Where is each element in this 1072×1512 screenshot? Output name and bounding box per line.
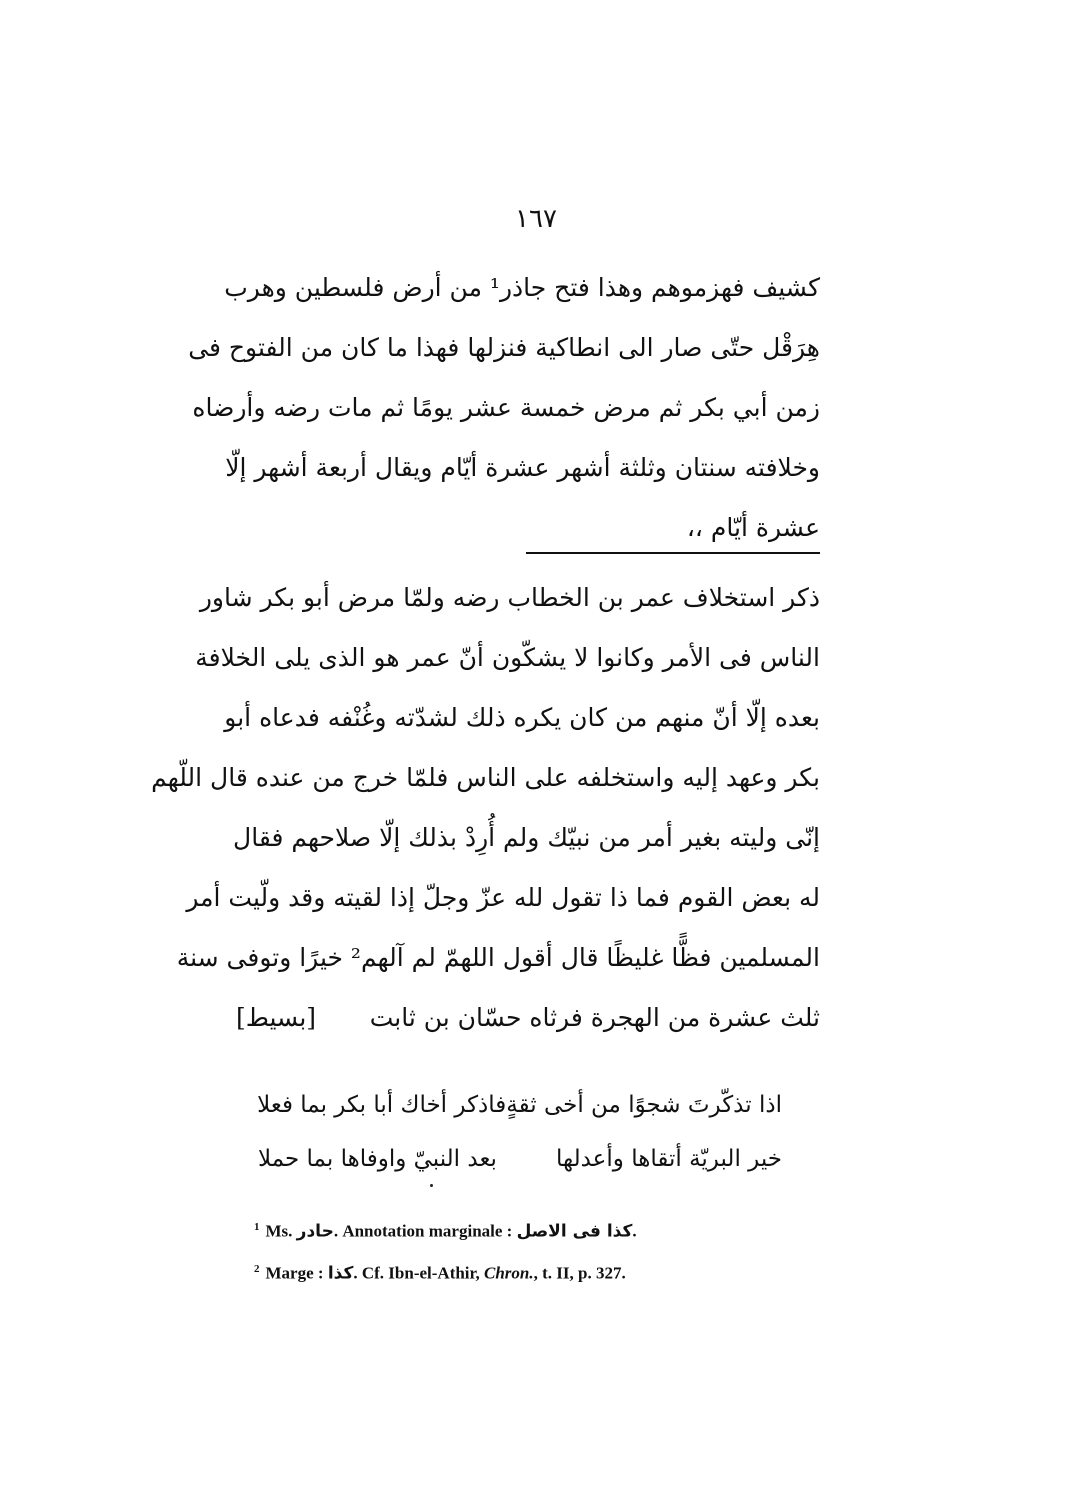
footnote-text: .	[632, 1221, 637, 1241]
footnote-arabic: حادر	[296, 1221, 334, 1242]
poetic-meter-label: [بسيط]	[236, 1003, 317, 1032]
text-line: هِرَقْل حتّى صار الى انطاكية فنزلها فهذا ما كان من الفتوح فى	[188, 333, 820, 362]
footnote-arabic: كذا	[327, 1263, 354, 1284]
page-number: ١٦٧	[515, 204, 557, 234]
paragraph-1	[188, 258, 820, 558]
text-line-last-content: ثلث عشرة من الهجرة فرثاه حسّان بن ثابت	[369, 1003, 820, 1032]
footnotes	[254, 1206, 814, 1290]
poem-verse	[258, 1132, 782, 1186]
text-line: إنّى وليته بغير أمر من نبيّك ولم أُرِدْ بذلك إلّا صلاحهم فقال	[233, 823, 820, 852]
verse-first-hemistich: خير البريّة أتقاها وأعدلها	[555, 1146, 782, 1172]
text-line: عشرة أيّام ،،	[686, 513, 820, 542]
text-line: كشيف فهزموهم وهذا فتح جاذر¹ من أرض فلسطين وهرب	[224, 273, 820, 302]
verse-second-hemistich: فاذكر أخاك أبا بكر بما فعلا	[257, 1092, 507, 1118]
text-line: المسلمين فظًّا غليظًا قال أقول اللهمّ لم آلهم² خيرًا وتوفى سنة	[176, 943, 820, 972]
text-line: له بعض القوم فما ذا تقول لله عزّ وجلّ إذا لقيته وقد ولّيت أمر	[186, 883, 820, 912]
poem-verse	[258, 1078, 782, 1132]
footnote-1	[254, 1206, 814, 1248]
footnote-italic-title: Chron.	[484, 1263, 534, 1283]
footnote-text: Marge :	[265, 1263, 328, 1283]
verse-first-hemistich: اذا تذكّرتَ شجوًا من أخى ثقةٍ	[506, 1092, 782, 1118]
text-line: بكر وعهد إليه واستخلفه على الناس فلمّا خرج من عنده قال اللّهم	[151, 763, 820, 792]
footnote-text: . Cf. Ibn-el-Athir,	[353, 1263, 485, 1283]
footnote-text: , t. II, p. 327.	[533, 1263, 626, 1283]
footnote-2	[254, 1248, 814, 1290]
section-heading-line: ذكر استخلاف عمر بن الخطاب رضه ولمّا مرض أبو بكر شاور	[199, 583, 820, 612]
verse-second-hemistich: بعد النبيّ واوفاها بما حملا	[258, 1146, 497, 1172]
text-line: وخلافته سنتان وثلثة أشهر عشرة أيّام ويقال أربعة أشهر إلّا	[225, 453, 820, 482]
footnote-arabic: كذا فى الاصل	[516, 1221, 633, 1242]
paragraph-2	[151, 568, 820, 1048]
print-speck	[430, 1184, 433, 1187]
poem	[258, 1078, 782, 1186]
text-line: بعده إلّا أنّ منهم من كان يكره ذلك لشدّته وغُنْفه فدعاه أبو	[224, 703, 820, 732]
text-line: الناس فى الأمر وكانوا لا يشكّون أنّ عمر هو الذى يلى الخلافة	[195, 643, 820, 672]
footnote-marker: 1	[254, 1221, 260, 1233]
footnote-text: Ms.	[265, 1221, 297, 1241]
text-line-last	[236, 988, 820, 1048]
section-divider	[526, 552, 820, 554]
footnote-marker: 2	[254, 1263, 260, 1275]
footnote-text: . Annotation marginale :	[333, 1221, 517, 1241]
text-line: زمن أبي بكر ثم مرض خمسة عشر يومًا ثم مات رضه وأرضاه	[192, 393, 820, 422]
